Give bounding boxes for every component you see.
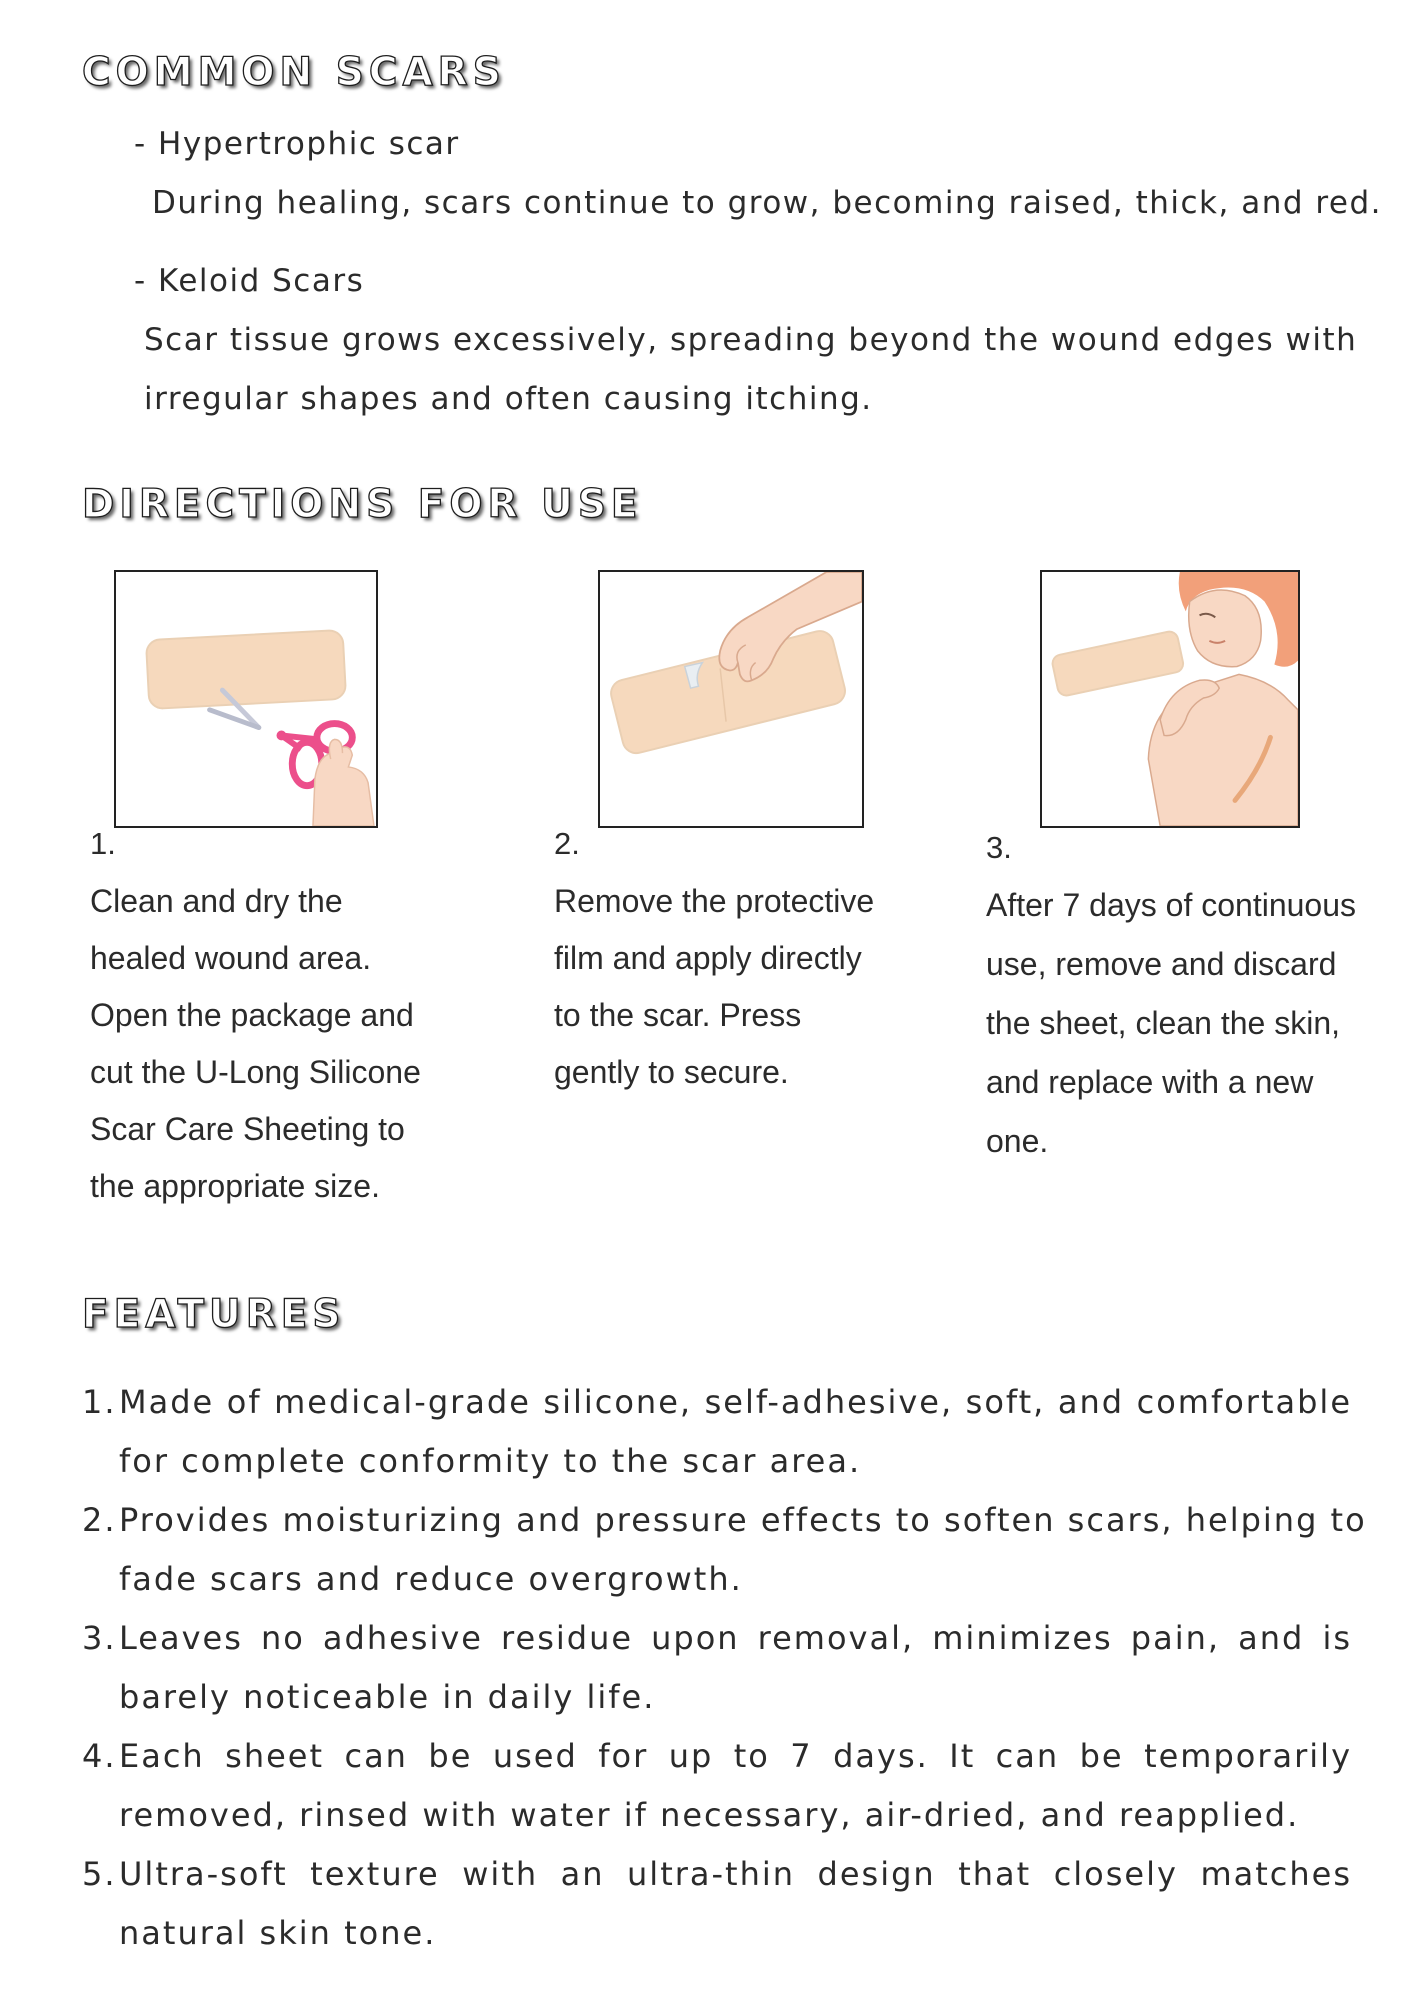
woman-shoulder-icon [1042, 572, 1298, 826]
feature-text: Leaves no adhesive residue upon removal, minimizes pain, and is [119, 1619, 1352, 1657]
hand-icon [600, 572, 862, 826]
step-text: to the scar. Press [554, 997, 802, 1033]
feature-item [82, 1609, 1352, 1727]
feature-number: 2. [82, 1501, 117, 1539]
step-3-illustration [1040, 570, 1300, 828]
step-text: Clean and dry the [90, 883, 343, 919]
features-heading: FEATURES [82, 1292, 346, 1337]
feature-number: 5. [82, 1855, 117, 1893]
feature-text: Ultra-soft texture with an ultra-thin design that closely matches [119, 1855, 1352, 1893]
step-text: Scar Care Sheeting to [90, 1111, 405, 1147]
silicone-patch-icon [1051, 630, 1185, 697]
feature-item [82, 1491, 1367, 1609]
directions-heading: DIRECTIONS FOR USE [82, 482, 643, 527]
scar-type-title: - Hypertrophic scar [134, 126, 460, 162]
scar-type-description: During healing, scars continue to grow, becoming raised, thick, and red. [152, 185, 1383, 221]
scissors-icon [116, 572, 376, 826]
step-text: the sheet, clean the skin, [986, 1005, 1340, 1041]
step-text: Remove the protective [554, 883, 875, 919]
feature-number: 3. [82, 1619, 117, 1657]
feature-text: natural skin tone. [119, 1914, 437, 1952]
step-number: 3. [986, 830, 1012, 865]
step-text: the appropriate size. [90, 1168, 380, 1204]
step-2-illustration [598, 570, 864, 828]
scar-type-description: irregular shapes and often causing itching. [144, 381, 873, 417]
step-text: healed wound area. [90, 940, 372, 976]
step-1-illustration [114, 570, 378, 828]
feature-text: for complete conformity to the scar area. [119, 1442, 862, 1480]
step-number: 1. [90, 826, 116, 861]
step-text: film and apply directly [554, 940, 862, 976]
feature-item [82, 1727, 1352, 1845]
feature-text: Made of medical-grade silicone, self-adhesive, soft, and comfortable [119, 1383, 1352, 1421]
common-scars-heading: COMMON SCARS [82, 50, 506, 95]
step-number: 2. [554, 826, 580, 861]
step-text: cut the U-Long Silicone [90, 1054, 421, 1090]
scar-type-title: - Keloid Scars [134, 263, 365, 299]
silicone-patch-icon [146, 630, 346, 709]
feature-text: Provides moisturizing and pressure effects to soften scars, helping to [119, 1501, 1367, 1539]
feature-item [82, 1373, 1352, 1491]
feature-number: 1. [82, 1383, 117, 1421]
feature-text: barely noticeable in daily life. [119, 1678, 656, 1716]
feature-text: Each sheet can be used for up to 7 days. It can be temporarily [119, 1737, 1352, 1775]
step-text: gently to secure. [554, 1054, 789, 1090]
feature-text: removed, rinsed with water if necessary, air-dried, and reapplied. [119, 1796, 1300, 1834]
step-text: After 7 days of continuous [986, 887, 1356, 923]
feature-number: 4. [82, 1737, 117, 1775]
step-text: and replace with a new [986, 1064, 1314, 1100]
step-text: one. [986, 1123, 1049, 1159]
scar-type-description: Scar tissue grows excessively, spreading beyond the wound edges with [144, 322, 1358, 358]
step-text: Open the package and [90, 997, 414, 1033]
feature-item [82, 1845, 1352, 1963]
step-text: use, remove and discard [986, 946, 1337, 982]
feature-text: fade scars and reduce overgrowth. [119, 1560, 743, 1598]
